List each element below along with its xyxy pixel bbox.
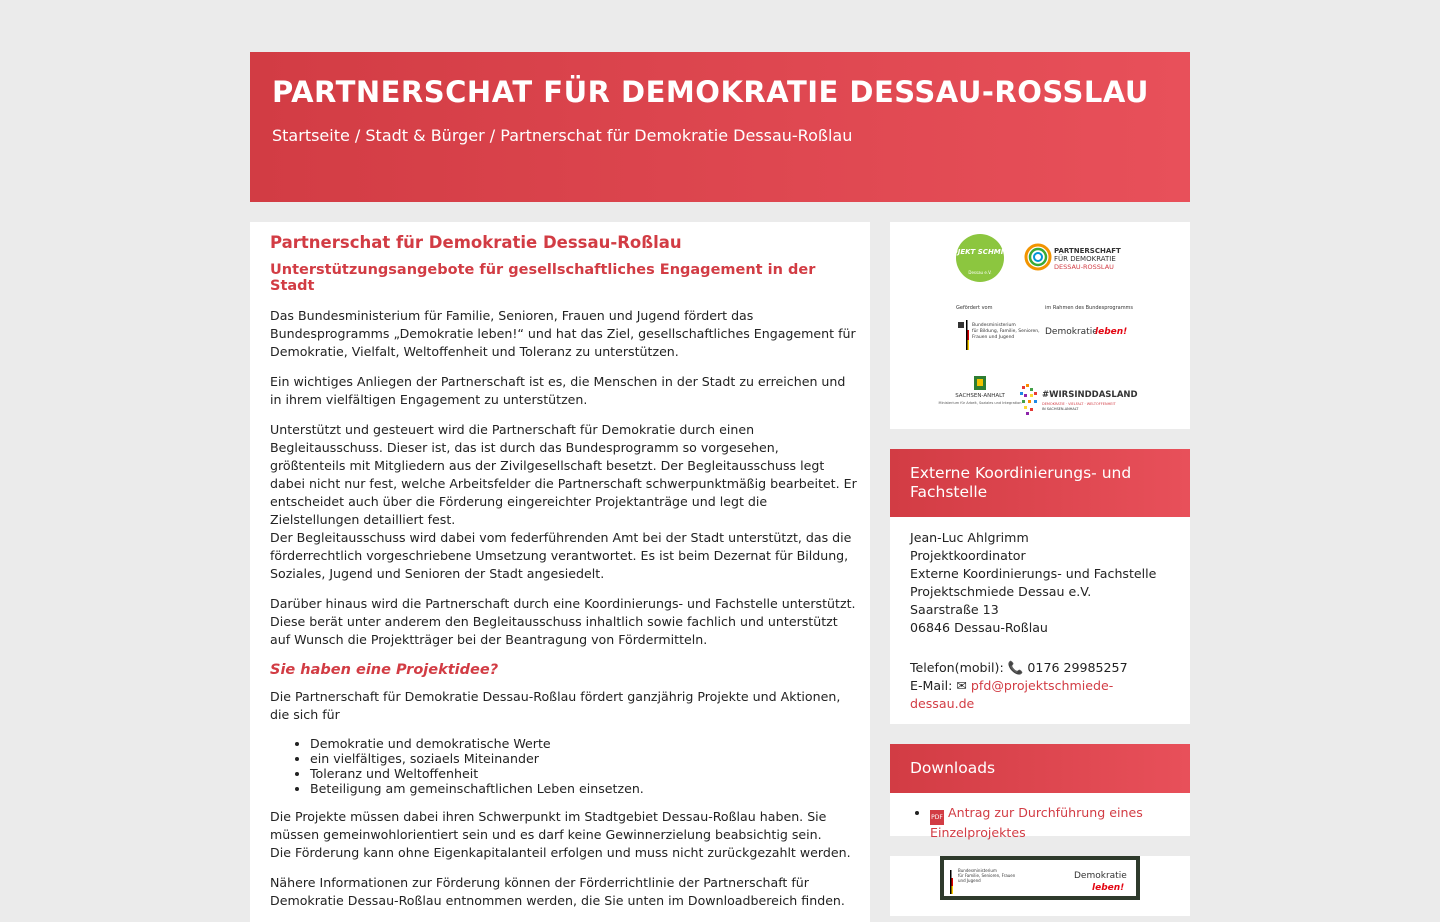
svg-text:leben!: leben! (1095, 327, 1128, 337)
contact-phone: 0176 29985257 (1027, 660, 1128, 675)
breadcrumb-current: Partnerschat für Demokratie Dessau-Roßlau (500, 126, 853, 145)
contact-organisation: Projektschmiede Dessau e.V. (910, 584, 1092, 599)
paragraph: Die Partnerschaft für Demokratie Dessau-Roßlau fördert ganzjährig Projekte und Aktionen, die sich für (270, 689, 841, 722)
funding-goals-list (310, 736, 858, 796)
svg-text:Ministerium für Arbeit, Sozial: Ministerium für Arbeit, Soziales und Integration (938, 401, 1022, 405)
paragraph: Unterstützt und gesteuert wird die Partnerschaft für Demokratie durch einen Begleitausschuss. Dieser ist, das ist durch das Bundesprogramm so vorgesehen, größtenteils mit Mitgliedern aus der Zivilgesellschaft besetzt. Der Begleitausschuss legt dabei nicht nur fest, welche Arbeitsfelder die Partnerschaft schwerpunktmäßig bearbeitet. Er entscheidet auch über die Förderung eingereichter Projektanträge und legt die Zielstellungen detailliert fest. Der Begleitausschuss wird dabei vom federführenden Amt bei der Stadt unterstützt, das die förderrechtlich vorgeschriebene Umsetzung verantwortet. Es ist beim Dezernat für Bildung, Soziales, Jugend und Senioren der Stadt angesiedelt. (270, 422, 857, 581)
paragraph: Nähere Informationen zur Förderung können der Förderrichtlinie der Partnerschaft für Demokratie Dessau-Roßlau entnommen werden, die Sie unten im Downloadbereich finden. (270, 875, 845, 908)
svg-text:SACHSEN-ANHALT: SACHSEN-ANHALT (955, 393, 1005, 399)
envelope-icon: ✉ (956, 678, 967, 693)
contact-phone-row: Telefon(mobil): 📞 0176 29985257 (910, 660, 1128, 675)
paragraph: Das Bundesministerium für Familie, Senioren, Frauen und Jugend fördert das Bundesprogramms „Demokratie leben!“ und hat das Ziel, gesellschaftliches Engagement für Demokratie, Vielfalt, Weltoffenheit und Toleranz zu unterstützen. (270, 308, 856, 359)
svg-text:für Familie, Senioren, Frauen: für Familie, Senioren, Frauen (958, 873, 1016, 878)
breadcrumb-home[interactable]: Startseite (272, 126, 350, 145)
contact-name: Jean-Luc Ahlgrimm (910, 530, 1029, 545)
svg-text:PROJEKT SCHMIEDE: PROJEKT SCHMIEDE (941, 248, 1019, 256)
paragraph: Die Projekte müssen dabei ihren Schwerpunkt im Stadtgebiet Dessau-Roßlau haben. Sie müssen gemeinwohlorientiert sein und es darf keine Gewinnerzielung beabsichtig sein. Die Förderung kann ohne Eigenkapitalanteil erfolgen und muss nicht zurückgezahlt werden. (270, 809, 851, 860)
contact-city: 06846 Dessau-Roßlau (910, 620, 1048, 635)
breadcrumb: Startseite / Stadt & Bürger / Partnerschat für Demokratie Dessau-Roßlau (272, 126, 853, 145)
contact-email-link[interactable]: pfd@projektschmiede-dessau.de (910, 678, 1114, 711)
downloads-card-title: Downloads (890, 744, 1190, 793)
svg-text:Dessau e.V.: Dessau e.V. (968, 270, 992, 275)
svg-text:Demokratie: Demokratie (1074, 871, 1127, 881)
download-link-einzelprojekt[interactable]: Antrag zur Durchführung eines Einzelprojektes (930, 805, 1143, 840)
flyer-image[interactable] (940, 856, 1140, 900)
contact-office: Externe Koordinierungs- und Fachstelle (910, 566, 1157, 581)
downloads-list (890, 793, 1190, 840)
contact-email-row: E-Mail: ✉ pfd@projektschmiede-dessau.de (910, 678, 1114, 711)
svg-text:im Rahmen des Bundesprogramms: im Rahmen des Bundesprogramms (1045, 305, 1134, 311)
partner-logos-card (890, 222, 1190, 429)
svg-text:Gefördert vom: Gefördert vom (956, 305, 993, 311)
demokratie-leben-logo (1045, 304, 1134, 344)
svg-text:für Bildung, Familie, Senioren: für Bildung, Familie, Senioren, (972, 329, 1040, 334)
svg-text:leben!: leben! (1092, 883, 1125, 893)
svg-text:Bundesministerium: Bundesministerium (958, 868, 997, 873)
svg-text:und Jugend: und Jugend (958, 878, 981, 883)
svg-text:Frauen und Jugend: Frauen und Jugend (972, 335, 1015, 340)
bmfsfj-logo (956, 304, 1046, 352)
pdf-icon: PDF (930, 810, 944, 825)
breadcrumb-stadt-buerger[interactable]: Stadt & Bürger (365, 126, 485, 145)
contact-card (890, 449, 1190, 724)
list-item: • ein vielfältiges, soziaels Miteinander (310, 751, 858, 766)
paragraph: Darüber hinaus wird die Partnerschaft durch eine Koordinierungs- und Fachstelle unterstützt. Diese berät unter anderem den Begleitausschuss inhaltlich sowie fachlich und unterstützt auf Wunsch die Projektträger bei der Beantragung von Fördermitteln. (270, 596, 856, 647)
main-content (250, 222, 870, 922)
svg-text:PARTNERSCHAFT: PARTNERSCHAFT (1054, 247, 1121, 255)
list-item: • Demokratie und demokratische Werte (310, 736, 858, 751)
contact-role: Projektkoordinator (910, 548, 1026, 563)
page-header (250, 52, 1190, 202)
content-subheading: Unterstützungsangebote für gesellschaftliches Engagement in der Stadt (270, 262, 816, 294)
list-item: • Toleranz und Weltoffenheit (310, 766, 858, 781)
flyer-card (890, 856, 1190, 916)
contact-card-title: Externe Koordinierungs- und Fachstelle (890, 449, 1190, 517)
svg-text:DESSAU-ROSSLAU: DESSAU-ROSSLAU (1054, 263, 1114, 271)
content-heading: Partnerschat für Demokratie Dessau-Roßlau (270, 233, 682, 252)
wirsinddasland-logo (1018, 382, 1138, 418)
phone-icon: 📞 (1007, 660, 1024, 675)
contact-street: Saarstraße 13 (910, 602, 999, 617)
pfd-logo (1024, 242, 1130, 272)
page-title: PARTNERSCHAT FÜR DEMOKRATIE DESSAU-ROSSLAU (272, 75, 1149, 109)
downloads-card (890, 744, 1190, 840)
sachsen-anhalt-logo (938, 376, 1022, 418)
svg-text:FÜR DEMOKRATIE: FÜR DEMOKRATIE (1054, 255, 1116, 263)
svg-text:#WIRSINDDASLAND: #WIRSINDDASLAND (1042, 390, 1138, 400)
list-item: • Beteiligung am gemeinschaftlichen Leben einsetzen. (310, 781, 858, 796)
download-item (930, 805, 1180, 840)
svg-text:DEMOKRATIE · VIELFALT · WELTOF: DEMOKRATIE · VIELFALT · WELTOFFENHEIT (1042, 402, 1116, 406)
svg-text:IN SACHSEN-ANHALT: IN SACHSEN-ANHALT (1042, 407, 1079, 411)
contact-details (890, 517, 1190, 725)
svg-text:Demokratie: Demokratie (1045, 327, 1098, 337)
paragraph: Ein wichtiges Anliegen der Partnerschaft ist es, die Menschen in der Stadt zu erreichen und in ihrem vielfältigen Engagement zu unterstützen. (270, 374, 846, 407)
projektschmiede-logo (941, 230, 1019, 284)
svg-text:Bundesministerium: Bundesministerium (972, 323, 1016, 328)
project-idea-heading: Sie haben eine Projektidee? (270, 662, 499, 678)
